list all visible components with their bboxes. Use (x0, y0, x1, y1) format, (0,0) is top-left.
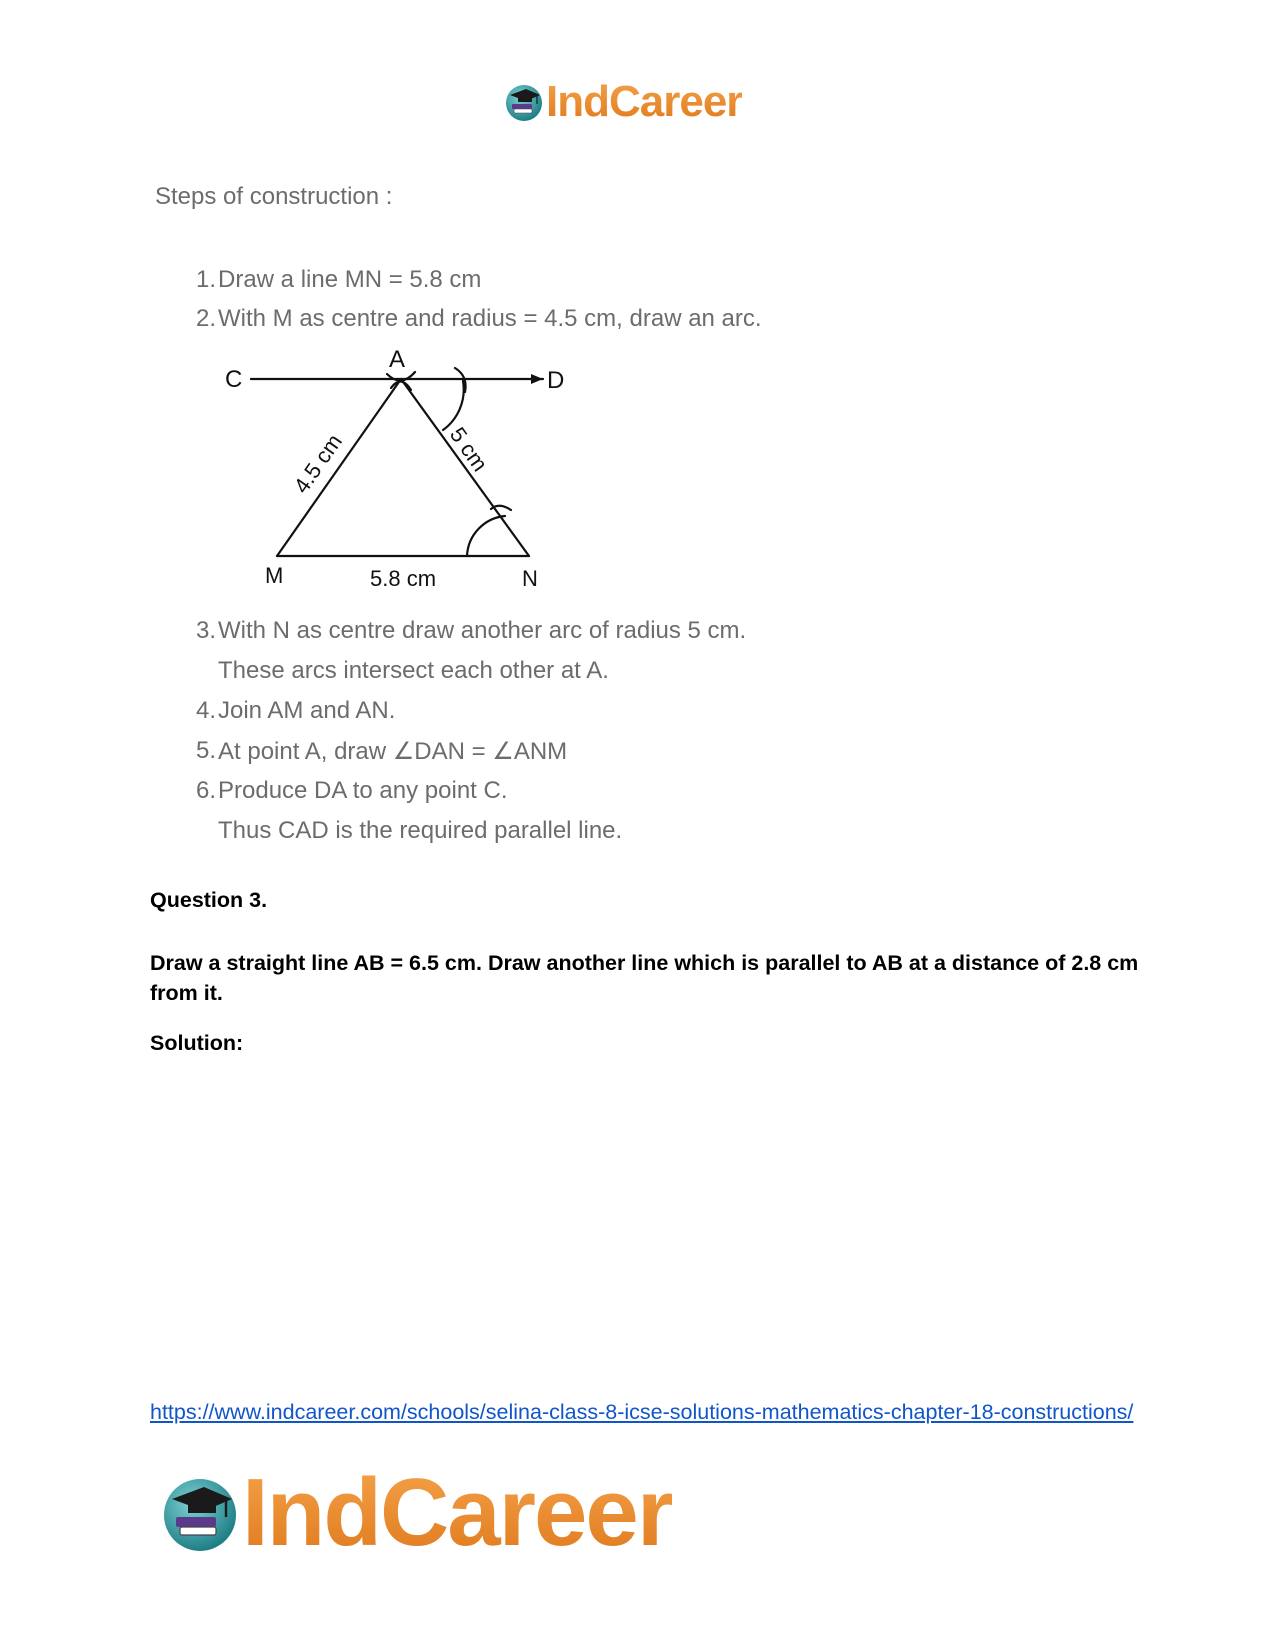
step-text: Produce DA to any point C. (218, 777, 508, 804)
steps-title: Steps of construction : (155, 183, 393, 210)
label-c: C (225, 366, 243, 393)
step-text: Thus CAD is the required parallel line. (218, 817, 623, 844)
step-text: Draw a line MN = 5.8 cm (218, 266, 482, 293)
label-m: M (265, 563, 284, 588)
side-am (277, 379, 401, 556)
question-body: Draw a straight line AB = 6.5 cm. Draw another line which is parallel to AB at a distance of 2.8 cm from it. (150, 951, 1139, 1005)
step-number: 4. (195, 697, 216, 724)
solution-label: Solution: (150, 1031, 244, 1055)
logo-wordmark: IndCareer (546, 77, 743, 126)
step-number: 6. (195, 777, 216, 804)
step-number: 2. (195, 305, 216, 332)
arc-at-n (467, 516, 505, 556)
construction-figure (225, 348, 585, 598)
step-text: With M as centre and radius = 4.5 cm, draw an arc. (218, 305, 762, 332)
label-a: A (389, 348, 406, 373)
side-an (401, 379, 529, 556)
graduation-cap-icon (504, 82, 544, 122)
step-text: These arcs intersect each other at A. (218, 657, 609, 684)
indcareer-logo-top (504, 77, 743, 126)
label-an-length: 5 cm (444, 422, 493, 476)
logo-wordmark: IndCareer (242, 1459, 673, 1566)
step-number: 1. (195, 266, 216, 293)
label-mn-length: 5.8 cm (370, 566, 437, 591)
step-number: 5. (195, 737, 216, 764)
step-text: Join AM and AN. (218, 697, 396, 724)
indcareer-logo-bottom (160, 1459, 673, 1566)
arrow-head-d (531, 374, 543, 384)
label-am-length: 4.5 cm (288, 429, 347, 498)
label-d: D (547, 367, 565, 394)
label-n: N (522, 566, 538, 591)
step-number: 3. (195, 617, 216, 644)
step-text: At point A, draw ∠DAN = ∠ANM (218, 738, 568, 765)
source-link[interactable]: https://www.indcareer.com/schools/selina-class-8-icse-solutions-mathematics-chapter-18-constructions/ (150, 1400, 1134, 1424)
graduation-cap-icon (160, 1473, 240, 1553)
question-heading: Question 3. (150, 888, 268, 912)
step-text: With N as centre draw another arc of radius 5 cm. (218, 617, 747, 644)
arc-at-a (443, 381, 464, 430)
